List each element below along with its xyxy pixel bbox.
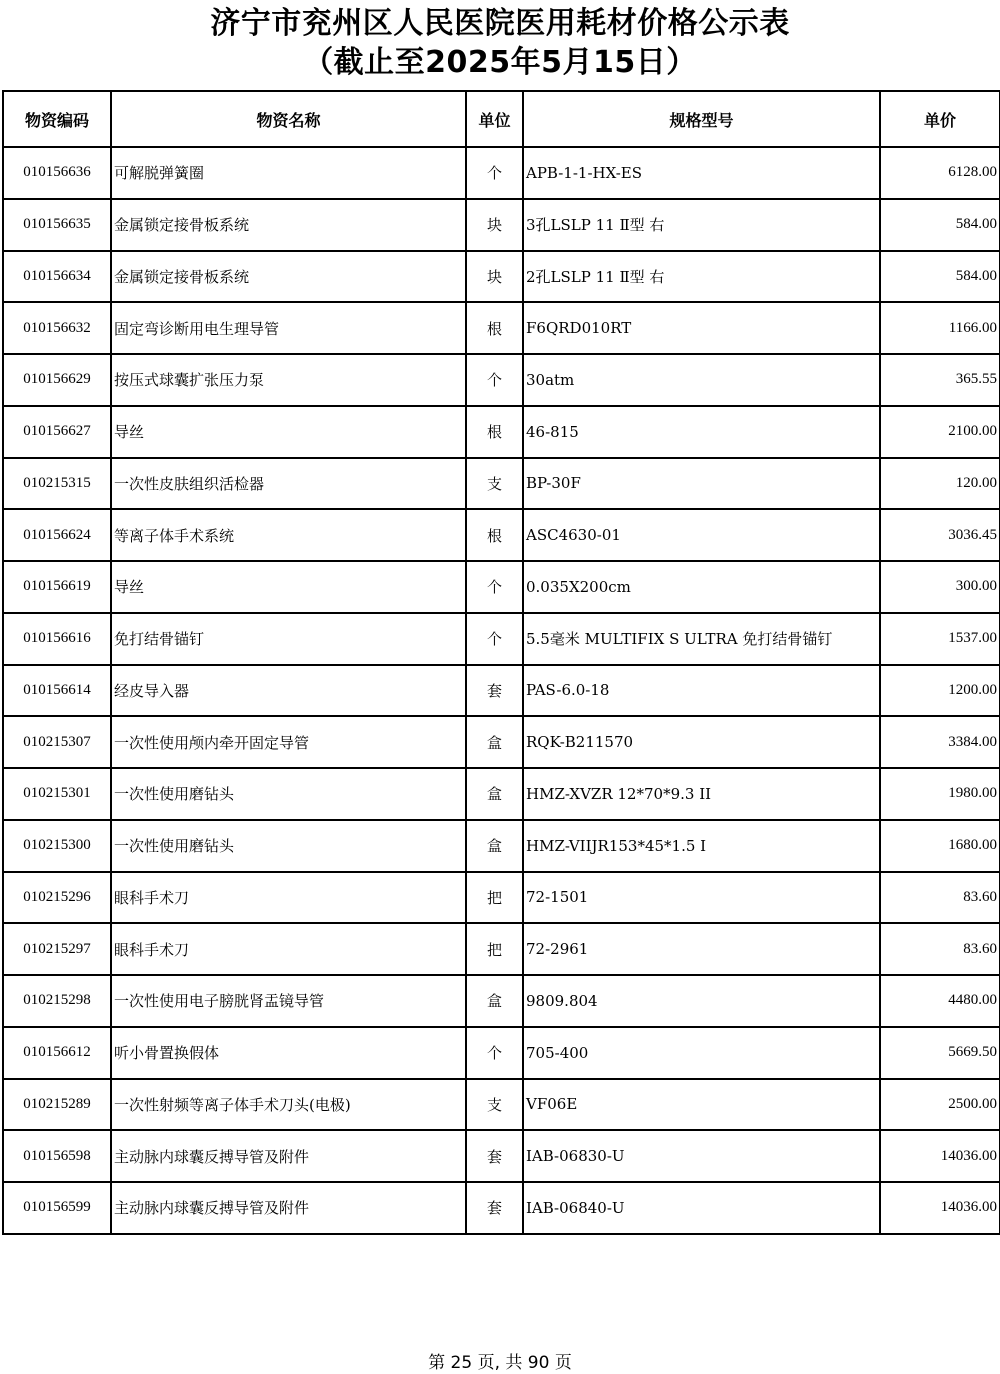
cell-unit: 块: [466, 251, 523, 303]
cell-code: 010156598: [3, 1130, 111, 1182]
cell-spec: HMZ-XVZR 12*70*9.3 II: [523, 768, 880, 820]
cell-code: 010156627: [3, 406, 111, 458]
cell-unit: 个: [466, 147, 523, 199]
table-row: [3, 458, 1000, 510]
cell-code: 010156614: [3, 665, 111, 717]
cell-name: 一次性皮肤组织活检器: [111, 458, 466, 510]
cell-name: 金属锁定接骨板系统: [111, 251, 466, 303]
cell-unit: 盒: [466, 768, 523, 820]
cell-name: 眼科手术刀: [111, 923, 466, 975]
table-row: [3, 1130, 1000, 1182]
table-row: [3, 975, 1000, 1027]
cell-unit: 套: [466, 1130, 523, 1182]
cell-spec: BP-30F: [523, 458, 880, 510]
cell-price: 584.00: [880, 199, 1000, 251]
cell-price: 14036.00: [880, 1182, 1000, 1234]
table-row: [3, 820, 1000, 872]
header-code: 物资编码: [3, 91, 111, 147]
cell-price: 300.00: [880, 561, 1000, 613]
cell-price: 2500.00: [880, 1079, 1000, 1131]
cell-price: 5669.50: [880, 1027, 1000, 1079]
cell-code: 010156616: [3, 613, 111, 665]
header-spec: 规格型号: [523, 91, 880, 147]
cell-spec: ASC4630-01: [523, 509, 880, 561]
cell-code: 010215298: [3, 975, 111, 1027]
cell-spec: RQK-B211570: [523, 716, 880, 768]
cell-unit: 盒: [466, 716, 523, 768]
cell-code: 010215297: [3, 923, 111, 975]
table-row: [3, 768, 1000, 820]
cell-code: 010156624: [3, 509, 111, 561]
cell-code: 010156632: [3, 302, 111, 354]
table-row: [3, 1027, 1000, 1079]
cell-name: 金属锁定接骨板系统: [111, 199, 466, 251]
table-row: [3, 1079, 1000, 1131]
header-unit: 单位: [466, 91, 523, 147]
table-header-row: [3, 91, 1000, 147]
cell-unit: 支: [466, 1079, 523, 1131]
cell-unit: 个: [466, 1027, 523, 1079]
cell-code: 010215301: [3, 768, 111, 820]
cell-code: 010156635: [3, 199, 111, 251]
cell-name: 可解脱弹簧圈: [111, 147, 466, 199]
cell-unit: 根: [466, 509, 523, 561]
cell-price: 3036.45: [880, 509, 1000, 561]
cell-unit: 个: [466, 561, 523, 613]
cell-name: 导丝: [111, 561, 466, 613]
header-price: 单价: [880, 91, 1000, 147]
cell-name: 一次性射频等离子体手术刀头(电极): [111, 1079, 466, 1131]
cell-unit: 把: [466, 923, 523, 975]
cell-spec: 72-1501: [523, 872, 880, 924]
cell-unit: 支: [466, 458, 523, 510]
cell-unit: 把: [466, 872, 523, 924]
cell-name: 固定弯诊断用电生理导管: [111, 302, 466, 354]
cell-unit: 块: [466, 199, 523, 251]
cell-price: 4480.00: [880, 975, 1000, 1027]
cell-code: 010156636: [3, 147, 111, 199]
cell-spec: 2孔LSLP 11 Ⅱ型 右: [523, 251, 880, 303]
cell-unit: 套: [466, 1182, 523, 1234]
cell-code: 010156634: [3, 251, 111, 303]
cell-name: 主动脉内球囊反搏导管及附件: [111, 1182, 466, 1234]
cell-unit: 根: [466, 302, 523, 354]
cell-spec: 46-815: [523, 406, 880, 458]
table-row: [3, 1182, 1000, 1234]
cell-spec: HMZ-VIIJR153*45*1.5 I: [523, 820, 880, 872]
cell-name: 免打结骨锚钉: [111, 613, 466, 665]
cell-name: 听小骨置换假体: [111, 1027, 466, 1079]
cell-unit: 盒: [466, 820, 523, 872]
cell-unit: 套: [466, 665, 523, 717]
table-row: [3, 613, 1000, 665]
table-row: [3, 251, 1000, 303]
header-name: 物资名称: [111, 91, 466, 147]
cell-name: 主动脉内球囊反搏导管及附件: [111, 1130, 466, 1182]
cell-price: 1537.00: [880, 613, 1000, 665]
table-row: [3, 302, 1000, 354]
table-row: [3, 199, 1000, 251]
cell-spec: 9809.804: [523, 975, 880, 1027]
cell-spec: IAB-06840-U: [523, 1182, 880, 1234]
cell-code: 010215307: [3, 716, 111, 768]
cell-price: 1980.00: [880, 768, 1000, 820]
cell-spec: 5.5毫米 MULTIFIX S ULTRA 免打结骨锚钉: [523, 613, 880, 665]
cell-name: 一次性使用颅内牵开固定导管: [111, 716, 466, 768]
cell-price: 1166.00: [880, 302, 1000, 354]
cell-spec: PAS-6.0-18: [523, 665, 880, 717]
cell-code: 010215315: [3, 458, 111, 510]
cell-spec: APB-1-1-HX-ES: [523, 147, 880, 199]
table-row: [3, 716, 1000, 768]
cell-spec: 3孔LSLP 11 Ⅱ型 右: [523, 199, 880, 251]
cell-price: 6128.00: [880, 147, 1000, 199]
cell-price: 3384.00: [880, 716, 1000, 768]
table-row: [3, 354, 1000, 406]
table-row: [3, 509, 1000, 561]
table-row: [3, 872, 1000, 924]
page-footer: 第 25 页, 共 90 页: [428, 1353, 572, 1373]
cell-price: 1680.00: [880, 820, 1000, 872]
cell-price: 120.00: [880, 458, 1000, 510]
cell-name: 等离子体手术系统: [111, 509, 466, 561]
cell-name: 眼科手术刀: [111, 872, 466, 924]
cell-spec: 0.035X200cm: [523, 561, 880, 613]
cell-unit: 个: [466, 354, 523, 406]
cell-name: 一次性使用磨钻头: [111, 768, 466, 820]
cell-name: 一次性使用磨钻头: [111, 820, 466, 872]
cell-price: 14036.00: [880, 1130, 1000, 1182]
cell-code: 010156629: [3, 354, 111, 406]
cell-code: 010215289: [3, 1079, 111, 1131]
cell-code: 010156599: [3, 1182, 111, 1234]
cell-unit: 盒: [466, 975, 523, 1027]
cell-unit: 根: [466, 406, 523, 458]
cell-price: 83.60: [880, 923, 1000, 975]
cell-name: 导丝: [111, 406, 466, 458]
cell-name: 经皮导入器: [111, 665, 466, 717]
cell-unit: 个: [466, 613, 523, 665]
table-row: [3, 147, 1000, 199]
table-row: [3, 406, 1000, 458]
cell-spec: 30atm: [523, 354, 880, 406]
page-subtitle-date: （截止至2025年5月15日）: [303, 45, 697, 80]
cell-price: 1200.00: [880, 665, 1000, 717]
cell-code: 010215296: [3, 872, 111, 924]
cell-spec: 705-400: [523, 1027, 880, 1079]
cell-price: 83.60: [880, 872, 1000, 924]
price-table: [2, 90, 1000, 1235]
cell-code: 010156619: [3, 561, 111, 613]
cell-price: 365.55: [880, 354, 1000, 406]
cell-spec: IAB-06830-U: [523, 1130, 880, 1182]
cell-price: 2100.00: [880, 406, 1000, 458]
page-title: 济宁市兖州区人民医院医用耗材价格公示表: [210, 6, 790, 41]
cell-code: 010215300: [3, 820, 111, 872]
cell-spec: VF06E: [523, 1079, 880, 1131]
table-row: [3, 561, 1000, 613]
cell-spec: F6QRD010RT: [523, 302, 880, 354]
cell-code: 010156612: [3, 1027, 111, 1079]
cell-spec: 72-2961: [523, 923, 880, 975]
cell-name: 一次性使用电子膀胱肾盂镜导管: [111, 975, 466, 1027]
cell-price: 584.00: [880, 251, 1000, 303]
table-row: [3, 923, 1000, 975]
cell-name: 按压式球囊扩张压力泵: [111, 354, 466, 406]
table-row: [3, 665, 1000, 717]
